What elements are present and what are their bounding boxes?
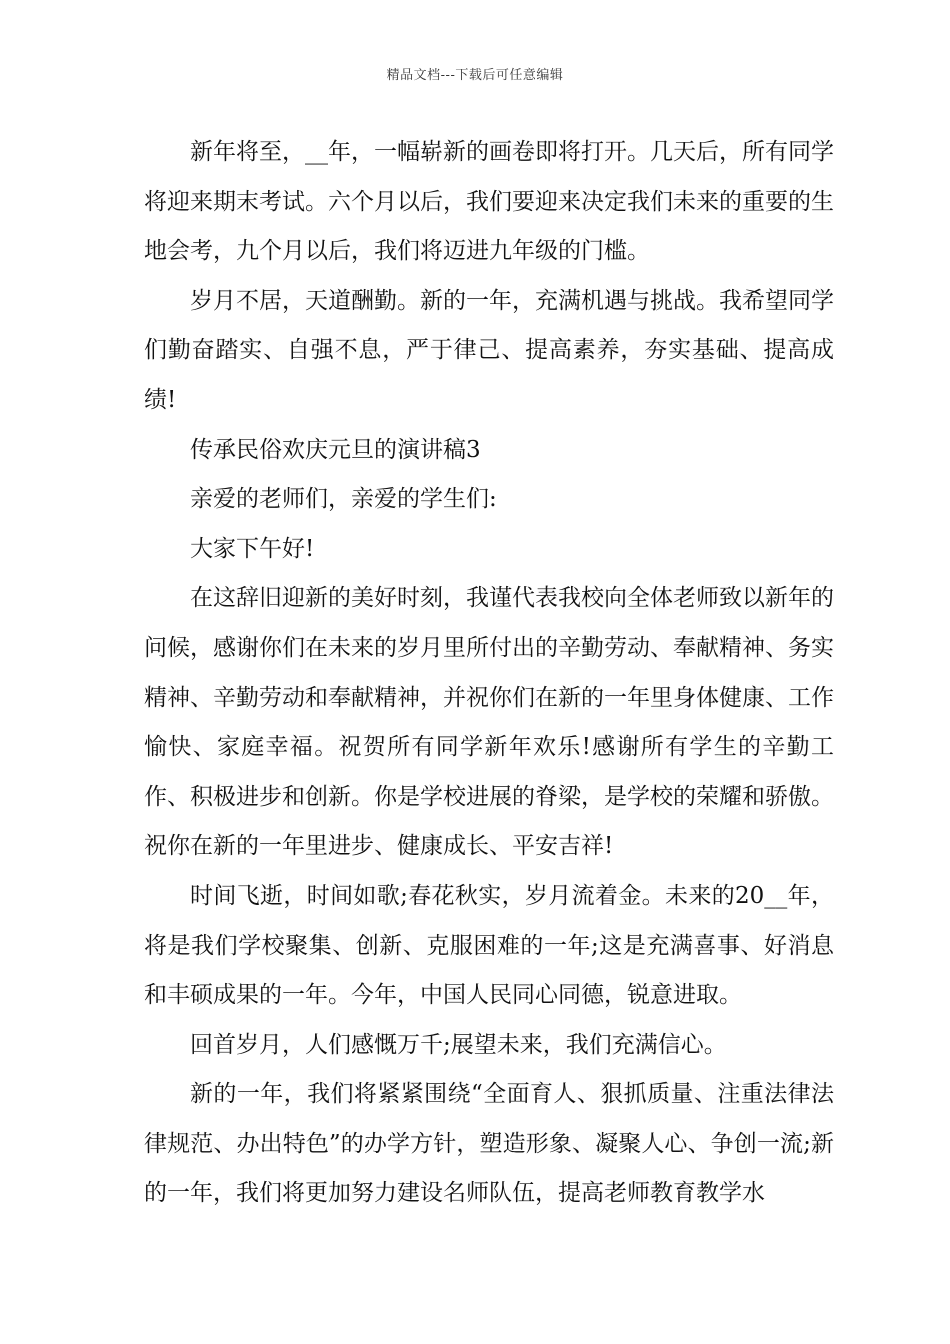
paragraph-thanks: 在这辞旧迎新的美好时刻，我谨代表我校向全体老师致以新年的问候，感谢你们在未来的岁月里所付出的辛勤劳动、奉献精神、务实精神、辛勤劳动和奉献精神，并祝你们在新的一年里身体健康、工作愉快、家庭幸福。祝贺所有同学新年欢乐!感谢所有学生的辛勤工作、积极进步和创新。你是学校进展的脊梁，是学校的荣耀和骄傲。祝你在新的一年里进步、健康成长、平安吉祥! — [144, 585, 834, 860]
paragraph-salutation: 亲爱的老师们，亲爱的学生们: — [190, 486, 497, 513]
paragraph-looking-back: 回首岁月，人们感慨万千;展望未来，我们充满信心。 — [190, 1031, 727, 1058]
paragraph-new-year-plan: 新的一年，我们将紧紧围绕“全面育人、狠抓质量、注重法律法律规范、办出特色”的办学方针，塑造形象、凝聚人心、争创一流;新的一年，我们将更加努力建设名师队伍，提高老师教育教学水 — [144, 1081, 834, 1207]
paragraph-hope: 岁月不居，天道酬勤。新的一年，充满机遇与挑战。我希望同学们勤奋踏实、自强不息，严于律己、提高素养，夯实基础、提高成绩! — [144, 287, 834, 413]
page-header: 精品文档---下载后可任意编辑 — [386, 68, 564, 83]
paragraph-time-flies: 时间飞逝，时间如歌;春花秋实，岁月流着金。未来的20__年，将是我们学校聚集、创新、克服困难的一年;这是充满喜事、好消息和丰硕成果的一年。今年，中国人民同心同德，锐意进取。 — [144, 882, 834, 1009]
paragraph-new-year-intro: 新年将至，__年，一幅崭新的画卷即将打开。几天后，所有同学将迎来期末考试。六个月以后，我们要迎来决定我们未来的重要的生地会考，九个月以后，我们将迈进九年级的门槛。 — [144, 139, 834, 265]
paragraph-greeting: 大家下午好! — [190, 535, 315, 562]
section-title: 传承民俗欢庆元旦的演讲稿3 — [190, 436, 481, 463]
document-body — [144, 128, 834, 1219]
